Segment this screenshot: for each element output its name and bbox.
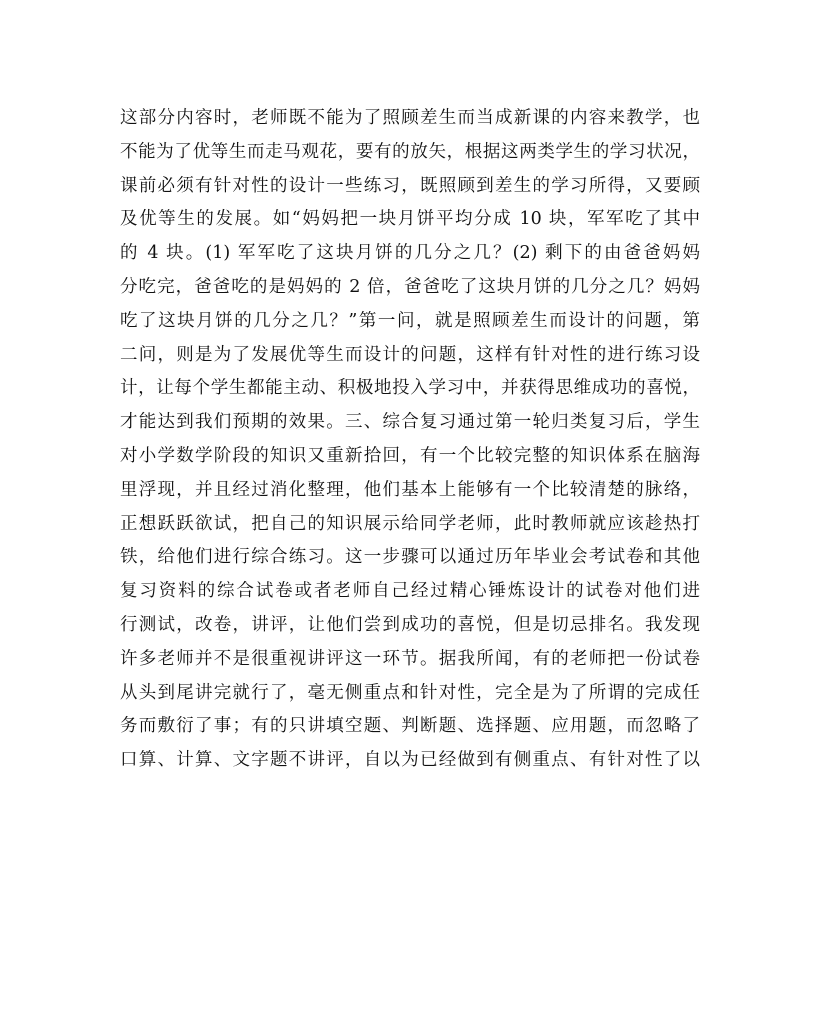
text-line: 分吃完，爸爸吃的是妈妈的 2 倍，爸爸吃了这块月饼的几分之几？妈妈 [120,276,700,297]
body-text [120,102,700,778]
text-line: 的 4 块。(1) 军军吃了这块月饼的几分之几？(2) 剩下的由爸爸妈妈 [120,243,700,264]
text-line: 铁，给他们进行综合练习。这一步骤可以通过历年毕业会考试卷和其他 [120,547,700,568]
text-line: 计，让每个学生都能主动、积极地投入学习中，并获得思维成功的喜悦， [120,378,700,399]
text-line: 口算、计算、文字题不讲评，自以为已经做到有侧重点、有针对性了以 [120,750,700,771]
text-line: 这部分内容时，老师既不能为了照顾差生而当成新课的内容来教学，也 [120,108,700,128]
text-line: 及优等生的发展。如“妈妈把一块月饼平均分成 10 块，军军吃了其中 [120,209,700,230]
text-line: 对小学数学阶段的知识又重新拾回，有一个比较完整的知识体系在脑海 [120,445,700,466]
text-line: 不能为了优等生而走马观花，要有的放矢，根据这两类学生的学习状况， [120,141,700,162]
text-line: 吃了这块月饼的几分之几？”第一问，就是照顾差生而设计的问题，第 [120,310,700,331]
text-line: 从头到尾讲完就行了，毫无侧重点和针对性，完全是为了所谓的完成任 [120,682,700,703]
text-line: 许多老师并不是很重视讲评这一环节。据我所闻，有的老师把一份试卷 [120,648,700,669]
text-line: 才能达到我们预期的效果。三、综合复习通过第一轮归类复习后，学生 [120,412,700,433]
text-line: 正想跃跃欲试，把自己的知识展示给同学老师，此时教师就应该趁热打 [120,513,700,534]
text-line: 复习资料的综合试卷或者老师自己经过精心锤炼设计的试卷对他们进 [120,581,700,602]
text-line: 务而敷衍了事；有的只讲填空题、判断题、选择题、应用题，而忽略了 [120,716,700,737]
text-line: 行测试，改卷，讲评，让他们尝到成功的喜悦，但是切忌排名。我发现 [120,614,700,635]
text-line: 课前必须有针对性的设计一些练习，既照顾到差生的学习所得，又要顾 [120,175,700,196]
text-line: 里浮现，并且经过消化整理，他们基本上能够有一个比较清楚的脉络， [120,479,700,500]
text-line: 二问，则是为了发展优等生而设计的问题，这样有针对性的进行练习设 [120,344,700,365]
